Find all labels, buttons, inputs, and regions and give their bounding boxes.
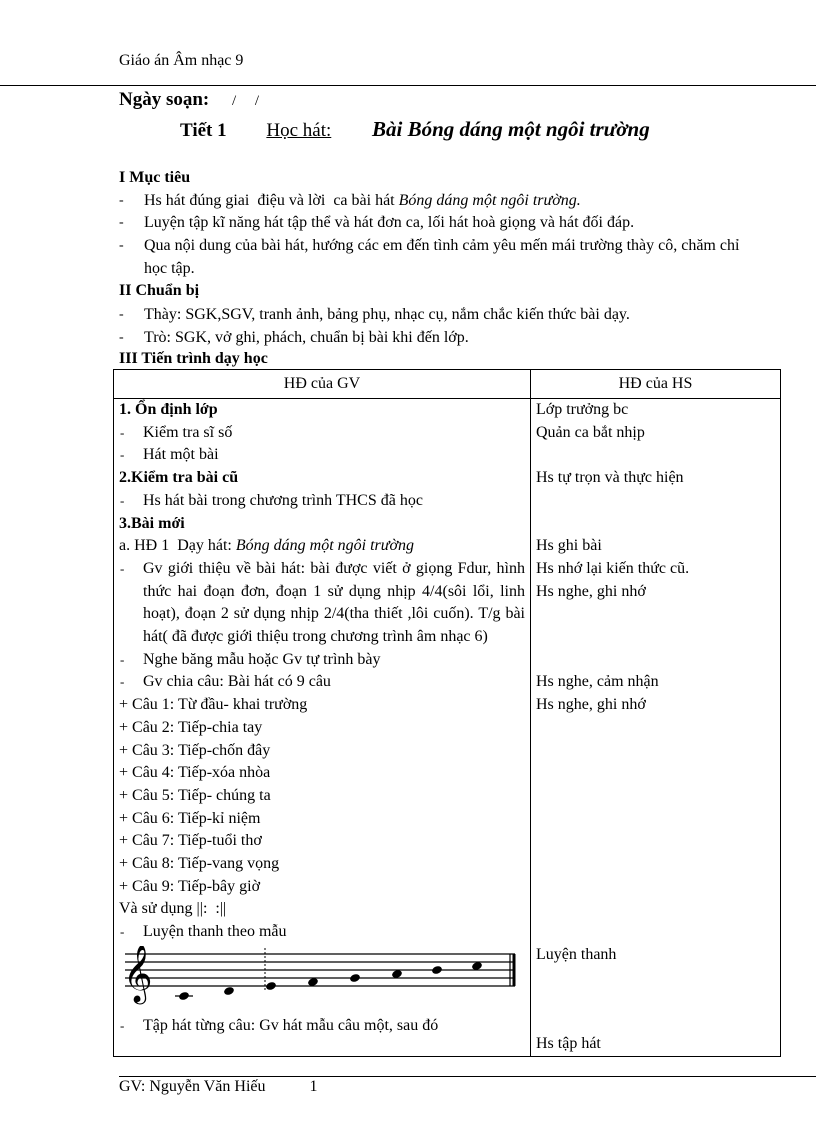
activity-1-label: a. HĐ 1 Dạy hát: xyxy=(119,537,236,555)
dash-bullet: - xyxy=(119,307,124,322)
prep-date-line xyxy=(119,89,259,111)
table-header-row xyxy=(114,370,781,399)
note-b xyxy=(431,965,443,975)
sentence-4: + Câu 4: Tiếp-xóa nhòa xyxy=(119,764,271,782)
sentence-3: + Câu 3: Tiếp-chốn đây xyxy=(119,741,271,759)
hs-take-notes: Hs ghi bài xyxy=(536,537,602,555)
hs-recall: Hs nhớ lại kiến thức cũ. xyxy=(536,559,690,577)
note-e xyxy=(265,981,277,991)
footer-teacher-name: GV: Nguyễn Văn Hiếu xyxy=(119,1078,266,1095)
prep-date-blanks: / / xyxy=(232,93,260,109)
student-activity-cell xyxy=(531,399,781,1057)
objective-item-2 xyxy=(119,212,759,235)
music-staff-scale xyxy=(119,946,519,1006)
lesson-type: Học hát: xyxy=(266,120,332,141)
practice-item: - Tập hát từng câu: Gv hát mẫu câu một, sau đó xyxy=(119,1015,525,1038)
song-intro: - Gv giới thiệu về bài hát: bài được viết ở giọng Fdur, hình thức hai đoạn đơn, đoạn 1 sử dụng nhịp 4/4(sôi lổi, linh hoạt), đoạn 2 sử dụng nhịp 2/4(tha thiết ,lôi cuốn). T/g bài hát( đã được giới thiệu trong chương trình âm nhạc 6) xyxy=(119,558,525,649)
objective-1-text: Hs hát đúng giai điệu và lời ca bài hát xyxy=(144,192,399,209)
step-1-item-a: - Kiểm tra sĩ số xyxy=(119,422,525,445)
lesson-title: Bài Bóng dáng một ngôi trường xyxy=(372,117,650,141)
step-3-title: 3.Bài mới xyxy=(119,514,185,532)
note-c xyxy=(175,991,193,1001)
objective-1-song: Bóng dáng một ngôi trường. xyxy=(398,192,581,209)
repeat-sign-line: Và sử dụng ||: :|| xyxy=(119,900,227,918)
sentence-8: + Câu 8: Tiếp-vang vọng xyxy=(119,855,280,873)
activity-1-song: Bóng dáng một ngôi trường xyxy=(235,537,415,555)
sentence-7: + Câu 7: Tiếp-tuổi thơ xyxy=(119,832,262,850)
document-footer xyxy=(119,1078,318,1096)
process-heading: III Tiến trình dạy học xyxy=(119,350,268,367)
document-header: Giáo án Âm nhạc 9 xyxy=(119,52,244,69)
header-divider xyxy=(0,85,816,86)
preparation-student-text: Trò: SGK, vở ghi, phách, chuẩn bị bài khi đến lớp. xyxy=(144,329,469,346)
sentence-9: + Câu 9: Tiếp-bây giờ xyxy=(119,877,261,895)
sentence-6: + Câu 6: Tiếp-kỉ niệm xyxy=(119,809,261,827)
objective-3-text: Qua nội dung của bài hát, hướng các em đến tình cảm yêu mến mái trường thày cô, chăm chỉ học tập. xyxy=(144,237,740,277)
step-1-item-b: - Hát một bài xyxy=(119,444,525,467)
objective-2-text: Luyện tập kĩ năng hát tập thể và hát đơn ca, lối hát hoà giọng và hát đối đáp. xyxy=(144,214,635,231)
preparation-heading: II Chuẩn bị xyxy=(119,282,200,299)
dash-bullet: - xyxy=(119,193,124,208)
hs-class-report: Lớp trưởng bc xyxy=(536,401,629,418)
preparation-teacher-text: Thày: SGK,SGV, tranh ảnh, bảng phụ, nhạc cụ, nắm chắc kiến thức bài dạy. xyxy=(144,306,630,323)
dash-bullet: - xyxy=(119,330,124,345)
warmup-item: - Luyện thanh theo mẫu xyxy=(119,921,525,944)
objective-item-1 xyxy=(119,190,759,213)
sentence-1: + Câu 1: Từ đầu- khai trường xyxy=(119,696,308,714)
dash-bullet: - xyxy=(119,215,124,230)
objectives-heading: I Mục tiêu xyxy=(119,169,191,186)
hs-self-select: Hs tự trọn và thực hiện xyxy=(536,469,684,487)
note-g xyxy=(349,973,361,983)
sentence-5: + Câu 5: Tiếp- chúng ta xyxy=(119,786,271,804)
footer-divider xyxy=(119,1076,816,1077)
hs-practice: Hs tập hát xyxy=(536,1035,601,1053)
step-2-item-a: - Hs hát bài trong chương trình THCS đã học xyxy=(119,490,525,513)
hs-listen-remember-2: Hs nghe, ghi nhớ xyxy=(536,696,646,714)
header-student-activity: HĐ của HS xyxy=(531,370,781,399)
split-item: - Gv chia câu: Bài hát có 9 câu xyxy=(119,671,525,694)
page-number: 1 xyxy=(309,1078,318,1095)
dash-bullet: - xyxy=(119,238,124,253)
treble-clef-icon: 𝄞 xyxy=(123,945,153,1002)
staff-lines xyxy=(125,954,515,986)
teacher-activity-cell xyxy=(114,399,531,1057)
hs-vocal-warmup: Luyện thanh xyxy=(536,945,617,963)
hs-listen-remember: Hs nghe, ghi nhớ xyxy=(536,582,646,600)
activity-1-line xyxy=(119,535,525,558)
teaching-process-table xyxy=(113,369,781,1057)
step-1-title: 1. Ổn định lớp xyxy=(119,401,218,418)
objective-item-3 xyxy=(119,235,759,280)
hs-song-leader: Quản ca bắt nhịp xyxy=(536,423,645,441)
listen-item: - Nghe băng mẫu hoặc Gv tự trình bày xyxy=(119,649,525,672)
step-2-title: 2.Kiểm tra bài cũ xyxy=(119,469,239,487)
preparation-student xyxy=(119,327,759,350)
table-body-row xyxy=(114,399,781,1057)
header-teacher-activity: HĐ của GV xyxy=(114,370,531,399)
prep-date-label: Ngày soạn: xyxy=(119,89,210,110)
lesson-title-line xyxy=(180,117,650,142)
lesson-period: Tiết 1 xyxy=(180,120,227,141)
note-d xyxy=(223,986,235,996)
sentence-2: + Câu 2: Tiếp-chia tay xyxy=(119,718,263,736)
preparation-teacher xyxy=(119,304,759,327)
hs-listen-feel: Hs nghe, cảm nhận xyxy=(536,673,659,691)
